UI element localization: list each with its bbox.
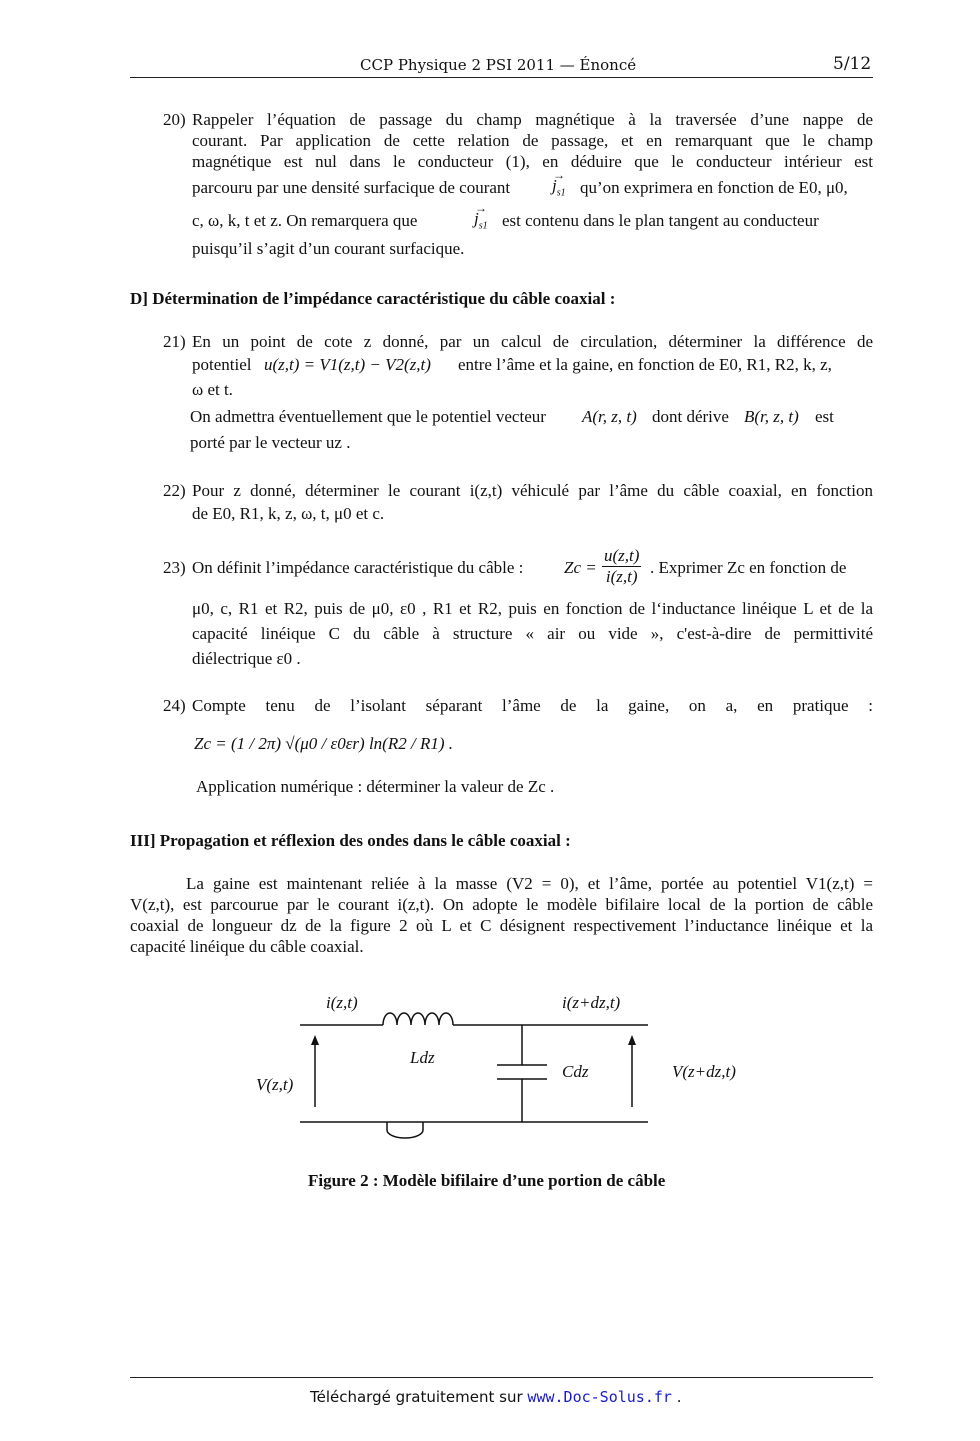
q21-line-4a: On admettra éventuellement que le potentiel vecteur xyxy=(190,407,546,426)
q22-line-2: de E0, R1, k, z, ω, t, μ0 et c. xyxy=(192,504,385,523)
q23-line-2: μ0, c, R1 et R2, puis de μ0, ε0 , R1 et R2, puis en fonction de l‘inductance linéique L et de la xyxy=(192,599,873,618)
header-rule xyxy=(130,77,873,78)
q20-line-1: Rappeler l’équation de passage du champ magnétique à la traversée d’une nappe de xyxy=(192,110,873,129)
para-line-4: capacité linéique du câble coaxial. xyxy=(130,937,364,956)
arrow-head-right xyxy=(628,1035,636,1045)
section-d-title: D] Détermination de l’impédance caractéristique du câble coaxial : xyxy=(130,289,616,308)
q20-number: 20) xyxy=(163,110,186,129)
q21-line-4b: dont dérive xyxy=(652,407,729,426)
q24-line-3: Application numérique : déterminer la valeur de Zc . xyxy=(196,777,555,796)
page-number: 5/12 xyxy=(833,54,872,74)
q20-line-2: courant. Par application de cette relation de passage, et en remarquant que le champ xyxy=(192,131,873,150)
voltage-left-label: V(z,t) xyxy=(256,1075,294,1094)
q20-line-4b: qu’on exprimera en fonction de E0, μ0, xyxy=(580,178,848,197)
ground-symbol xyxy=(387,1122,423,1138)
q23-line-1a: On définit l’impédance caractéristique du câble : xyxy=(192,558,524,577)
current-right-label: i(z+dz,t) xyxy=(562,993,621,1012)
zc-label: Zc = xyxy=(564,558,597,577)
footer-end: . xyxy=(676,1388,682,1406)
zc-numerator: u(z,t) xyxy=(604,546,640,565)
voltage-right-label: V(z+dz,t) xyxy=(672,1062,736,1081)
q20-line-3: magnétique est nul dans le conducteur (1), en déduire que le conducteur intérieur est xyxy=(192,152,873,171)
q21-line-2a: potentiel xyxy=(192,355,252,374)
q23-line-1b: . Exprimer Zc en fonction de xyxy=(650,558,847,577)
inductor-coil xyxy=(383,1013,453,1025)
para-line-1: La gaine est maintenant reliée à la masse (V2 = 0), et l’âme, portée au potentiel V1(z,t) = xyxy=(186,874,873,893)
circuit-figure xyxy=(240,985,780,1155)
q21-line-3: ω et t. xyxy=(192,380,233,399)
header-title: CCP Physique 2 PSI 2011 — Énoncé xyxy=(360,56,637,74)
footer-rule xyxy=(130,1377,873,1378)
vector-b: B(r, z, t) xyxy=(744,407,799,426)
q21-line-2b: entre l’âme et la gaine, en fonction de E0, R1, R2, k, z, xyxy=(458,355,832,374)
arrow-head-left xyxy=(311,1035,319,1045)
current-left-label: i(z,t) xyxy=(326,993,358,1012)
q23-number: 23) xyxy=(163,558,186,577)
q23-line-4: diélectrique ε0 . xyxy=(192,649,301,668)
footer-link[interactable]: www.Doc-Solus.fr xyxy=(527,1388,672,1406)
q20-line-4a: parcouru par une densité surfacique de courant xyxy=(192,178,511,197)
zc-denominator: i(z,t) xyxy=(605,567,638,586)
js1-symbol-2: → $j_{s1}$ xyxy=(474,201,488,232)
vector-a: A(r, z, t) xyxy=(582,407,637,426)
capacitor-label: Cdz xyxy=(562,1062,589,1081)
js1-symbol: → $j_{s1}$ xyxy=(552,168,566,199)
q22-number: 22) xyxy=(163,481,186,500)
q24-formula: Zc = (1 / 2π) √(μ0 / ε0εr) ln(R2 / R1) . xyxy=(194,734,453,753)
figure-caption: Figure 2 : Modèle bifilaire d’une portion de câble xyxy=(308,1171,666,1190)
q21-line-1: En un point de cote z donné, par un calcul de circulation, déterminer la différence de xyxy=(192,332,873,351)
para-line-3: coaxial de longueur dz de la figure 2 où L et C désignent respectivement l’inductance linéique et la xyxy=(130,916,873,935)
q22-line-1: Pour z donné, déterminer le courant i(z,t) véhiculé par l’âme du câble coaxial, en fonction xyxy=(192,481,873,500)
q20-line-6: puisqu’il s’agit d’un courant surfacique. xyxy=(192,239,465,258)
inductor-label: Ldz xyxy=(410,1048,435,1067)
zc-fraction xyxy=(600,546,643,587)
footer xyxy=(310,1388,681,1406)
q21-number: 21) xyxy=(163,332,186,351)
para-line-2: V(z,t), est parcourue par le courant i(z,t). On adopte le modèle bifilaire local de la portion de câble xyxy=(130,895,873,914)
q21-line-5: porté par le vecteur uz . xyxy=(190,433,351,452)
q23-line-3: capacité linéique C du câble à structure « air ou vide », c'est-à-dire de permittivité xyxy=(192,624,873,643)
q24-line-1: Compte tenu de l’isolant séparant l’âme de la gaine, on a, en pratique : xyxy=(192,696,873,715)
q21-line-4c: est xyxy=(815,407,834,426)
q20-line-5b: est contenu dans le plan tangent au conducteur xyxy=(502,211,819,230)
section-iii-title: III] Propagation et réflexion des ondes dans le câble coaxial : xyxy=(130,831,571,850)
footer-text: Téléchargé gratuitement sur xyxy=(310,1388,523,1406)
q21-equation: u(z,t) = V1(z,t) − V2(z,t) xyxy=(264,355,431,374)
q20-line-5a: c, ω, k, t et z. On remarquera que xyxy=(192,211,418,230)
q24-number: 24) xyxy=(163,696,186,715)
